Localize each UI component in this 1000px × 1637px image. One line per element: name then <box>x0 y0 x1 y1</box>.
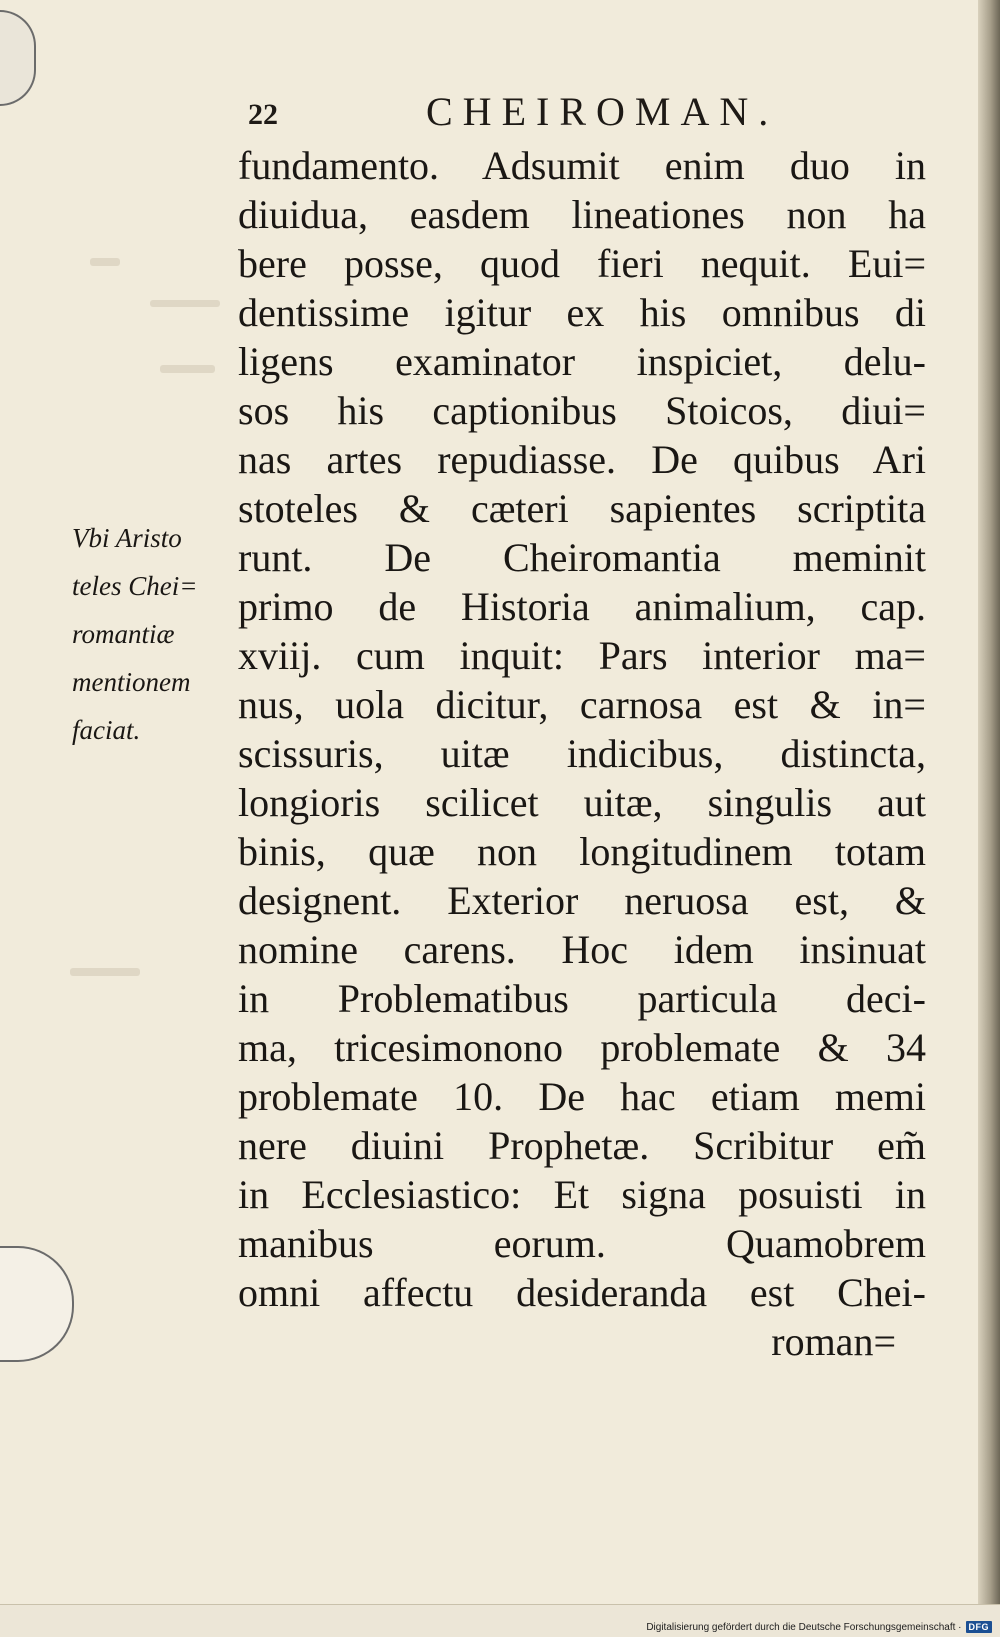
marginal-note-line: teles Chei= <box>72 571 198 601</box>
text-line: sos his captionibus Stoicos, diui= <box>238 388 926 433</box>
digitization-credit <box>646 1621 992 1633</box>
text-line: dentissime igitur ex his omnibus di <box>238 290 926 335</box>
text-line: longioris scilicet uitæ, singulis aut <box>238 780 926 825</box>
text-line: bere posse, quod fieri nequit. Eui= <box>238 241 926 286</box>
dfg-logo-icon: DFG <box>966 1621 993 1633</box>
binding-clip-bottom <box>0 1246 74 1362</box>
page-number: 22 <box>248 98 278 131</box>
text-line: primo de Historia animalium, cap. <box>238 584 926 629</box>
text-line: designent. Exterior neruosa est, & <box>238 878 926 923</box>
text-line: in Problematibus particula deci- <box>238 976 926 1021</box>
marginal-note-line: Vbi Aristo <box>72 523 182 553</box>
text-line: ligens examinator inspiciet, delu- <box>238 339 926 384</box>
text-line: nas artes repudiasse. De quibus Ari <box>238 437 926 482</box>
text-line: xviij. cum inquit: Pars interior ma= <box>238 633 926 678</box>
text-line: manibus eorum. Quamobrem <box>238 1221 926 1266</box>
text-line: diuidua, easdem lineationes non ha <box>238 192 926 237</box>
marginal-note-line: mentionem <box>72 667 191 697</box>
credit-text: Digitalisierung gefördert durch die Deutsche Forschungsgemeinschaft · <box>646 1621 962 1633</box>
page-header <box>248 88 808 134</box>
text-line: binis, quæ non longitudinem totam <box>238 829 926 874</box>
bleed-through-mark <box>90 258 120 266</box>
text-line: nomine carens. Hoc idem insinuat <box>238 927 926 972</box>
running-head: CHEIROMAN. <box>426 89 779 134</box>
text-line: in Ecclesiastico: Et signa posuisti in <box>238 1172 926 1217</box>
text-line: stoteles & cæteri sapientes scriptita <box>238 486 926 531</box>
binding-clip-top <box>0 10 36 106</box>
marginal-note-line: romantiæ <box>72 619 175 649</box>
text-line: scissuris, uitæ indicibus, distincta, <box>238 731 926 776</box>
text-line: omni affectu desideranda est Chei- <box>238 1270 926 1315</box>
marginal-note <box>72 514 232 754</box>
text-line: nus, uola dicitur, carnosa est & in= <box>238 682 926 727</box>
binding-shadow <box>978 0 1000 1637</box>
text-line: ma, tricesimonono problemate & 34 <box>238 1025 926 1070</box>
text-line: runt. De Cheiromantia meminit <box>238 535 926 580</box>
bleed-through-mark <box>160 365 215 373</box>
bleed-through-mark <box>150 300 220 307</box>
text-line: problemate 10. De hac etiam memi <box>238 1074 926 1119</box>
text-line: fundamento. Adsumit enim duo in <box>238 143 926 188</box>
bleed-through-mark <box>70 968 140 976</box>
text-line: nere diuini Prophetæ. Scribitur em̃ <box>238 1123 926 1168</box>
footer-strip <box>0 1604 1000 1637</box>
marginal-note-line: faciat. <box>72 715 141 745</box>
catchword: roman= <box>771 1319 896 1364</box>
body-text <box>238 141 926 1366</box>
